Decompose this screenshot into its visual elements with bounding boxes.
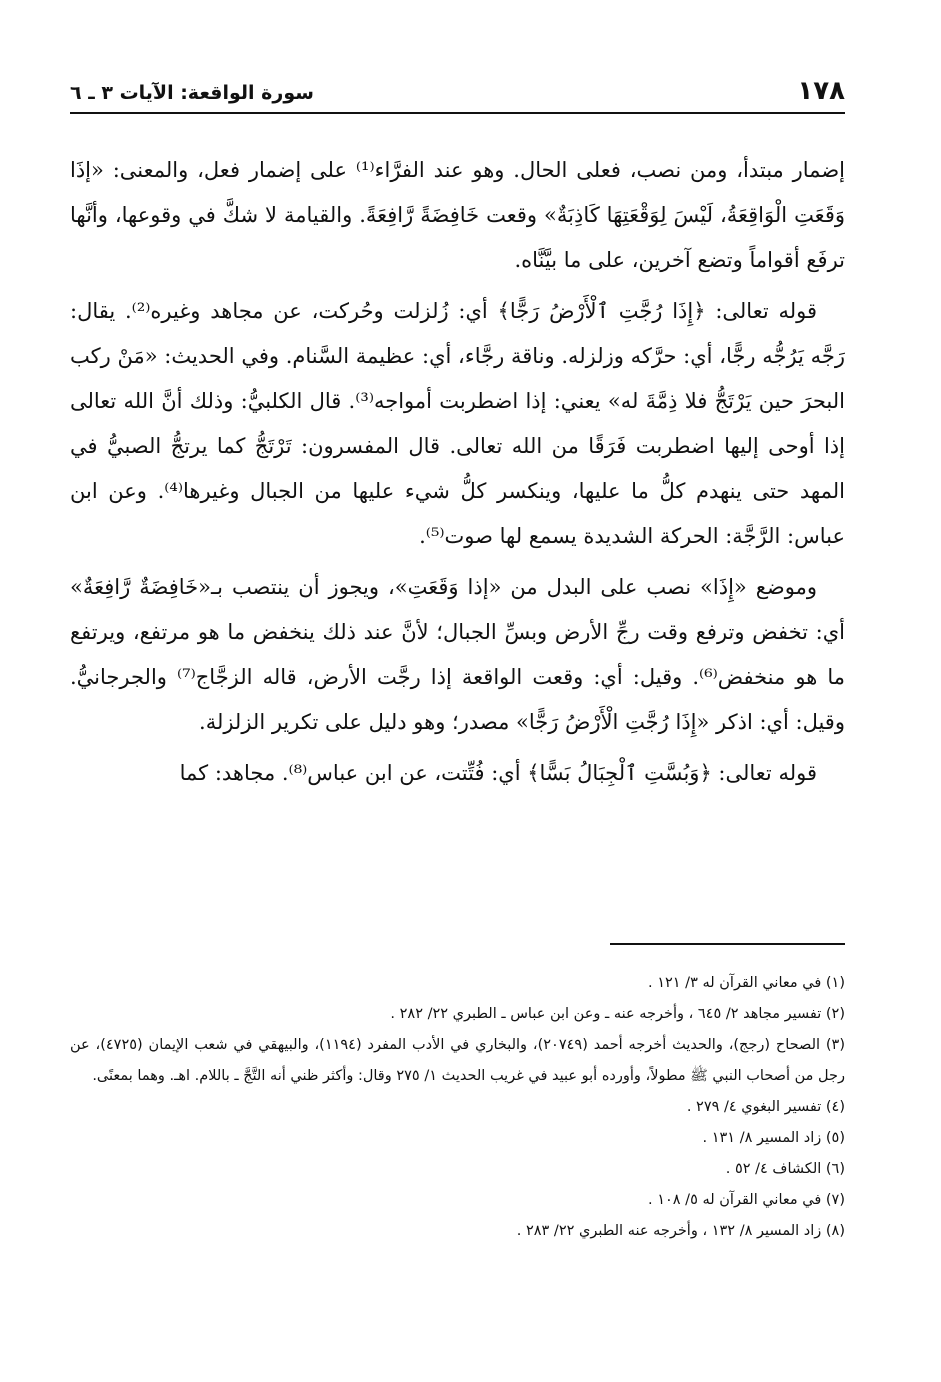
paragraph: قوله تعالى: ﴿إِذَا رُجَّتِ ٱلْأَرْضُ رَجًّا﴾ أي: زُلزلت وحُركت، عن مجاهد وغيره⁽²⁾. يقال: رَجَّه يَرُجُّه رجًّا، أي: حرَّكه وزلزله. وناقة رجَّاء، أي: عظيمة السَّنام. وفي الحديث: «مَنْ ركب البحرَ حين يَرْتَجُّ فلا ذِمَّةَ له» يعني: إذا اضطربت أمواجه⁽³⁾. قال الكلبيُّ: وذلك أنَّ الله تعالى إذا أوحى إليها اضطربت فَرَقًا من الله تعالى. قال المفسرون: تَرْتَجُّ كما يرتجُّ الصبيُّ في المهد حتى ينهدم كلُّ ما عليها، وينكسر كلُّ شيء عليها من الجبال وغيرها⁽⁴⁾. وعن ابن عباس: الرَّجَّة: الحركة الشديدة يسمع لها صوت⁽⁵⁾. (70, 299, 845, 548)
footnote: (٢) تفسير مجاهد ٢/ ٦٤٥ ، وأخرجه عنه ـ وعن ابن عباس ـ الطبري ٢٢/ ٢٨٢ . (390, 1006, 845, 1022)
main-text (70, 148, 845, 802)
footnote: (٨) زاد المسير ٨/ ١٣٢ ، وأخرجه عنه الطبري ٢٢/ ٢٨٣ . (516, 1223, 845, 1239)
footnote: (٥) زاد المسير ٨/ ١٣١ . (702, 1130, 845, 1146)
footnote: (٣) الصحاح (رجج)، والحديث أخرجه أحمد (٢٠٧٤٩)، والبخاري في الأدب المفرد (١١٩٤)، والبيهقي في شعب الإيمان (٤٧٢٥)، عن رجل من أصحاب النبي ﷺ مطولاً، وأورده أبو عبيد في غريب الحديث ١/ ٢٧٥ وقال: وأكثر ظني أنه التَّجَّ ـ باللام. اهـ. وهما بمعنًى. (70, 1037, 846, 1084)
footnote: (١) في معاني القرآن له ٣/ ١٢١ . (647, 975, 845, 991)
footnotes (70, 968, 845, 1247)
page-header (70, 72, 845, 114)
footnote: (٦) الكشاف ٤/ ٥٢ . (725, 1161, 845, 1177)
footnote: (٧) في معاني القرآن له ٥/ ١٠٨ . (647, 1192, 845, 1208)
paragraph: إضمار مبتدأ، ومن نصب، فعلى الحال. وهو عند الفرَّاء⁽¹⁾ على إضمار فعل، والمعنى: «إذَا وَقَعَتِ الْوَاقِعَةُ، لَيْسَ لِوَقْعَتِهَا كَاذِبَةٌ» وقعت خَافِضَةً رَّافِعَةً. والقيامة لا شكَّ في وقوعها، وأنَّها ترفَع أقواماً وتضع آخرين، على ما بيَّنَّاه. (70, 158, 845, 272)
footnote-separator (610, 943, 845, 945)
paragraph: قوله تعالى: ﴿وَبُسَّتِ ٱلْجِبَالُ بَسًّا﴾ أي: فُتِّتت، عن ابن عباس⁽⁸⁾. مجاهد: كما (179, 761, 817, 785)
page-number: ١٧٨ (797, 76, 845, 106)
running-title: سورة الواقعة: الآيات ٣ ـ ٦ (70, 82, 314, 104)
footnote: (٤) تفسير البغوي ٤/ ٢٧٩ . (686, 1099, 845, 1115)
paragraph: وموضع «إِذَا» نصب على البدل من «إذا وَقَعَتِ»، ويجوز أن ينتصب بـ«خَافِضَةٌ رَّافِعَةٌ» أي: تخفض وترفع وقت رجِّ الأرض وبسِّ الجبال؛ لأنَّ عند ذلك ينخفض ما هو مرتفع، ويرتفع ما هو منخفض⁽⁶⁾. وقيل: أي: وقعت الواقعة إذا رجَّت الأرض، قاله الزجَّاج⁽⁷⁾ والجرجانيُّ. وقيل: أي: اذكر «إِذَا رُجَّتِ الْأَرْضُ رَجًّا» مصدر؛ وهو دليل على تكرير الزلزلة. (70, 575, 845, 734)
